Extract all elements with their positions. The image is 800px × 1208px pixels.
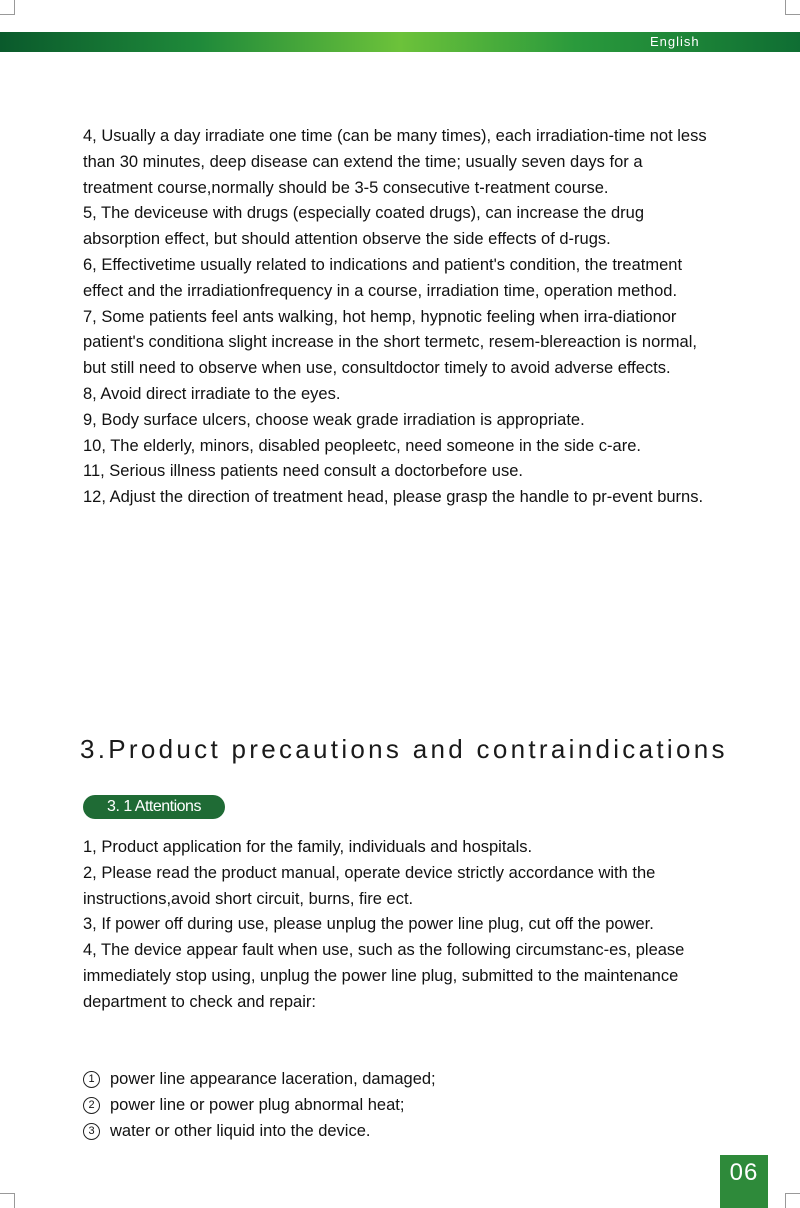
crop-mark-top-left [0,0,15,15]
fault-condition-item [83,1067,713,1093]
usage-note-4: 4, Usually a day irradiate one time (can be many times), each irradiation-time not less than 30 minutes, deep disease can extend the time; usually seven days for a treatment course,normally should be 3-5 consecutive t-reatment course. [83,127,707,197]
attentions-list [83,835,713,1016]
circled-number-2: 2 [83,1097,100,1114]
fault-condition-text: power line appearance laceration, damaged; [110,1070,436,1088]
section-title: 3.Product precautions and contraindications [80,734,728,764]
usage-note-11: 11, Serious illness patients need consult a doctorbefore use. [83,462,523,481]
usage-note-8: 8, Avoid direct irradiate to the eyes. [83,384,341,403]
usage-note-12: 12, Adjust the direction of treatment head, please grasp the handle to pr-event burns. [83,488,704,507]
circled-number-3: 3 [83,1123,100,1140]
circled-number-1: 1 [83,1071,100,1088]
attention-item-3: 3, If power off during use, please unplug the power line plug, cut off the power. [83,915,654,934]
fault-condition-item [83,1119,713,1145]
page-number: 06 [720,1155,768,1208]
attention-item-2: 2, Please read the product manual, operate device strictly accordance with the instructions,avoid short circuit, burns, fire ect. [83,863,656,908]
fault-condition-text: power line or power plug abnormal heat; [110,1095,405,1114]
language-label: English [650,34,700,49]
fault-conditions-list [83,1067,713,1144]
usage-note-7: 7, Some patients feel ants walking, hot hemp, hypnotic feeling when irra-diationor patient's conditiona slight increase in the short termetc, resem-blereaction is normal, but still need to observe when use, consultdoctor timely to avoid adverse effects. [83,307,697,378]
subsection-badge: 3. 1 Attentions [83,795,225,819]
usage-note-9: 9, Body surface ulcers, choose weak grade irradiation is appropriate. [83,410,585,429]
usage-notes [83,124,713,511]
crop-mark-bottom-left [0,1193,15,1208]
crop-mark-top-right [785,0,800,15]
attention-item-4: 4, The device appear fault when use, such as the following circumstanc-es, please immediately stop using, unplug the power line plug, submitted to the maintenance department to check and repair: [83,941,685,1011]
usage-note-10: 10, The elderly, minors, disabled peopleetc, need someone in the side c-are. [83,436,641,455]
usage-note-6: 6, Effectivetime usually related to indications and patient's condition, the treatment effect and the irradiationfrequency in a course, irradiation time, operation method. [83,255,683,300]
usage-note-5: 5, The deviceuse with drugs (especially coated drugs), can increase the drug absorption effect, but should attention observe the side effects of d-rugs. [83,204,645,249]
fault-condition-text: water or other liquid into the device. [110,1121,371,1140]
attention-item-1: 1, Product application for the family, individuals and hospitals. [83,838,533,856]
crop-mark-bottom-right [785,1193,800,1208]
fault-condition-item [83,1093,713,1119]
